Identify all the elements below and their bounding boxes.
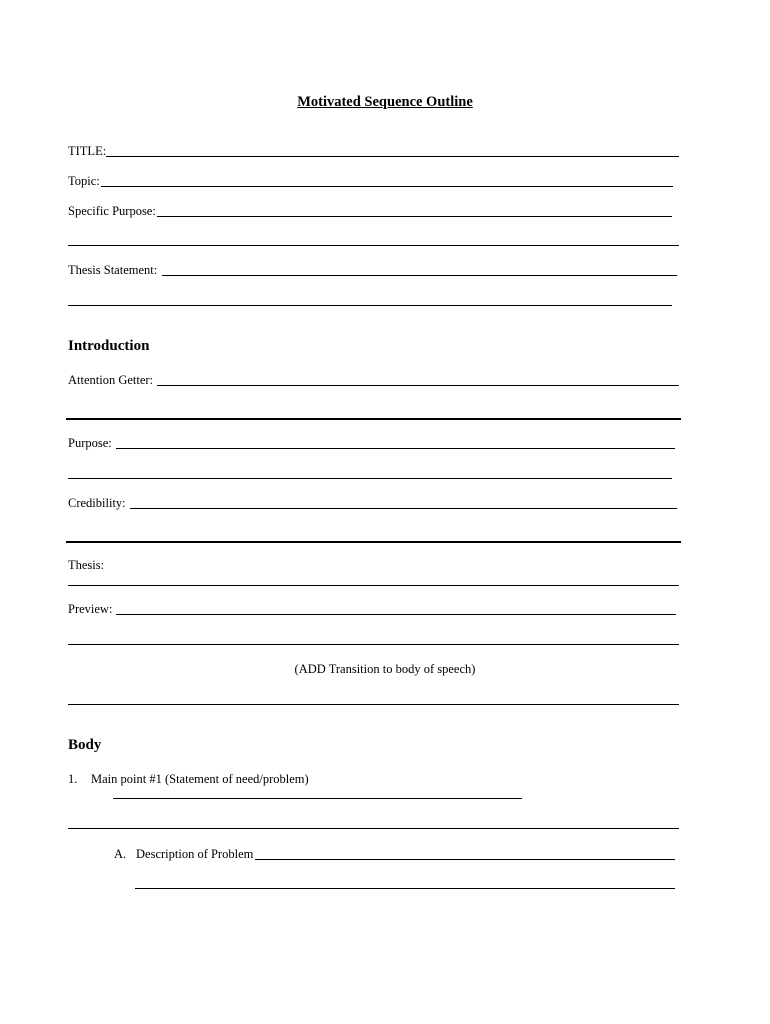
main-point-number: 1.	[68, 772, 78, 786]
thesis-statement-field-line[interactable]	[162, 275, 677, 276]
sub-point-letter: A.	[114, 847, 127, 861]
attention-getter-label: Attention Getter:	[68, 373, 154, 387]
specific-purpose-field-line-2[interactable]	[68, 245, 679, 246]
introduction-heading: Introduction	[68, 338, 150, 354]
credibility-label: Credibility:	[68, 496, 126, 510]
preview-field-line[interactable]	[116, 614, 676, 615]
credibility-field-line[interactable]	[130, 508, 677, 509]
transition-field-line[interactable]	[68, 704, 679, 705]
thesis-label: Thesis:	[68, 558, 105, 572]
description-field-line-2[interactable]	[135, 888, 675, 889]
specific-purpose-field-line[interactable]	[157, 216, 672, 217]
body-heading: Body	[68, 737, 102, 753]
thesis-statement-field-line-2[interactable]	[68, 305, 672, 306]
sub-point-label: Description of Problem	[136, 847, 254, 861]
preview-label: Preview:	[68, 602, 113, 616]
transition-note: (ADD Transition to body of speech)	[294, 662, 476, 676]
main-point-label: Main point #1 (Statement of need/problem)	[91, 772, 309, 786]
purpose-field-line-2[interactable]	[68, 478, 672, 479]
main-point-field-line[interactable]	[113, 798, 522, 799]
thesis-statement-label: Thesis Statement:	[68, 263, 158, 277]
specific-purpose-label: Specific Purpose:	[68, 204, 156, 218]
preview-field-line-2[interactable]	[68, 644, 679, 645]
main-point-field-line-2[interactable]	[68, 828, 679, 829]
attention-getter-field-line[interactable]	[157, 385, 679, 386]
page-title: Motivated Sequence Outline	[297, 94, 473, 110]
topic-label: Topic:	[68, 174, 100, 188]
section-divider	[66, 418, 681, 420]
topic-field-line[interactable]	[101, 186, 673, 187]
thesis-field-line[interactable]	[68, 585, 679, 586]
purpose-label: Purpose:	[68, 436, 112, 450]
description-field-line[interactable]	[255, 859, 675, 860]
purpose-field-line[interactable]	[116, 448, 675, 449]
section-divider	[66, 541, 681, 543]
title-label: TITLE:	[68, 144, 107, 158]
title-field-line[interactable]	[106, 156, 679, 157]
